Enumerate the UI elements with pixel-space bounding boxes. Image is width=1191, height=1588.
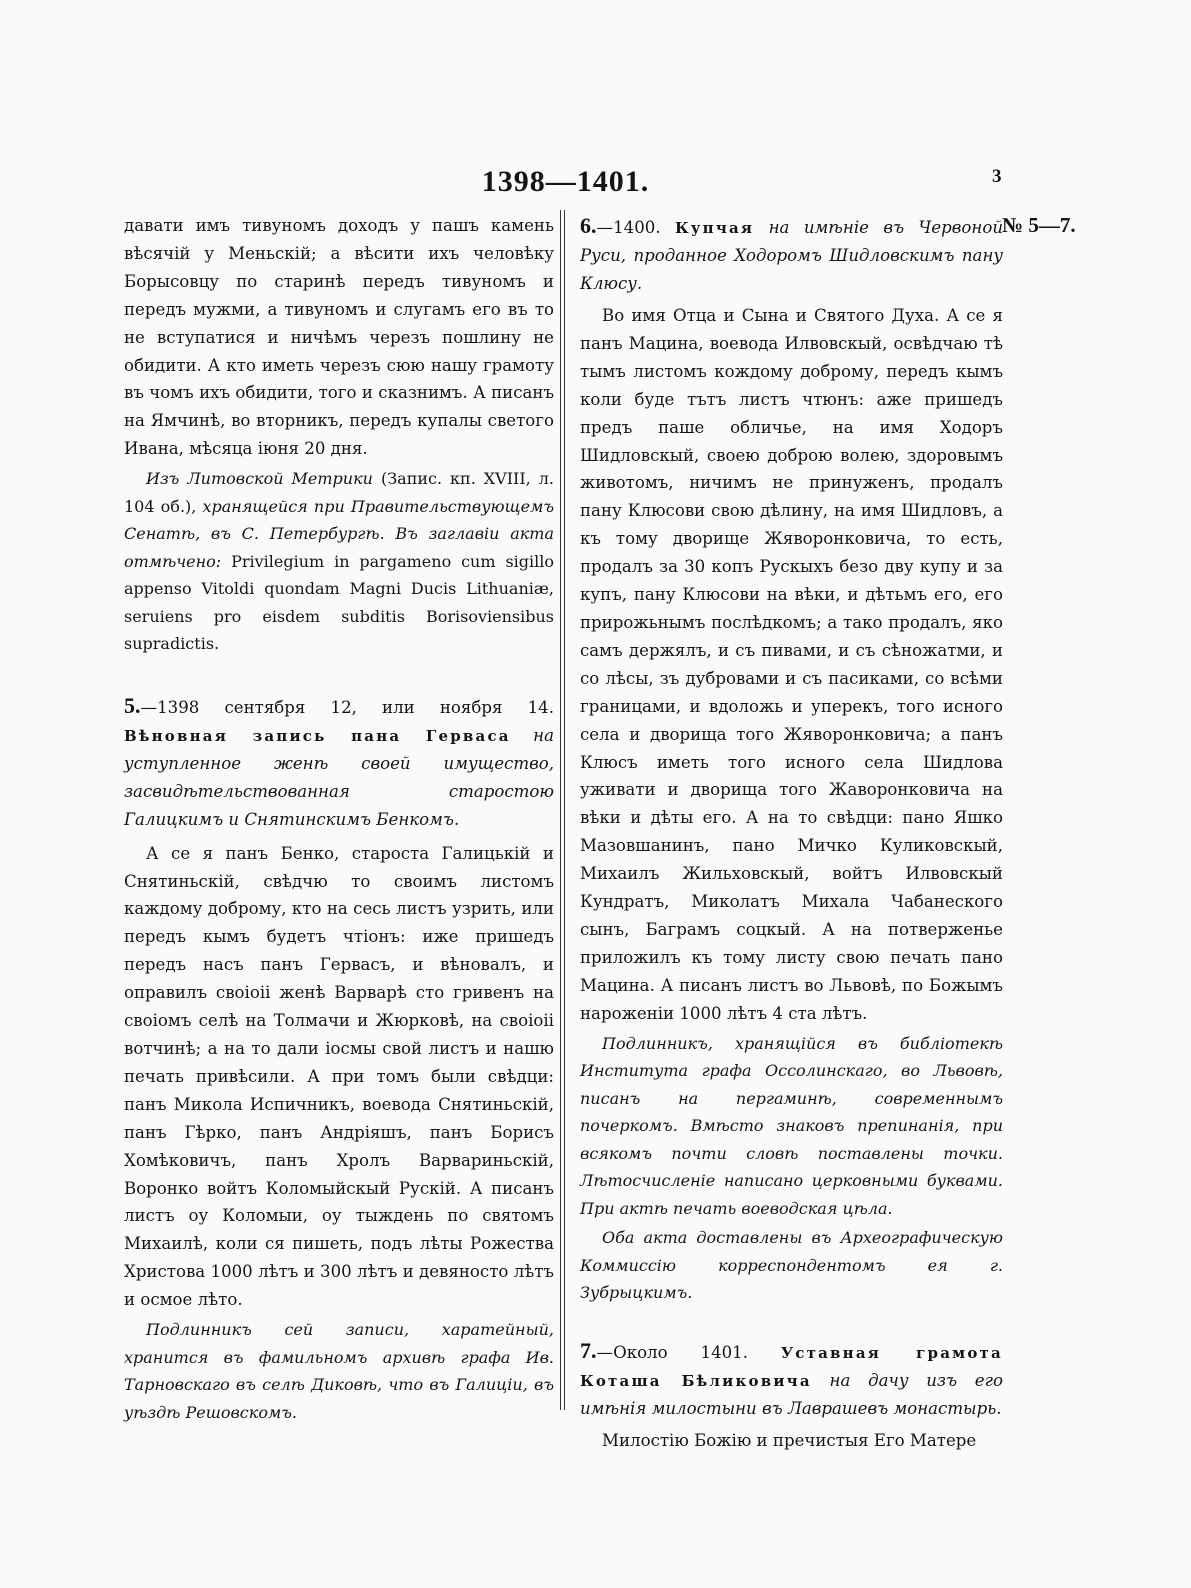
right-column: [580, 212, 1003, 1454]
source-note-4: [124, 465, 554, 658]
continued-text: давати имъ тивуномъ доходъ у пашъ камень вѣсячій у Меньскій; а вѣсити ихъ человѣку Борысовцу по старинѣ передъ тивуномъ и передъ мужми, а тивуномъ и слугамъ его въ то не вступатися и ничѣмъ черезъ пошлину не обидити. А кто иметь черезъ сюю нашу грамоту въ чомъ ихъ обидити, того и сказнимъ. А писанъ на Ямчинѣ, во вторникъ, передъ купалы светого Ивана, мѣсяца іюня 20 дня.: [124, 216, 554, 459]
doc-6-text: Во имя Отца и Сына и Святого Духа. А се я панъ Мацина, воевода Илвовскый, освѣдчаю тѣ тымъ листомъ кождому доброму, передъ кымъ коли буде тътъ листъ чтюнъ: аже пришедъ предъ паше обличье, на имя Ходоръ Шидловскый, своею доброю волею, здоровымъ животомъ, ничимъ не принуженъ, продалъ пану Клюсови свою дѣлину, на имя Шидловъ, а къ тому дворище Жяворонковича, то есть, продалъ за 30 копъ Рускыхъ безо дву купу и за купъ, пану Клюсови на вѣки, и дѣтьмъ его, его прирожьнымъ послѣдкомъ; а тако продалъ, яко самъ держялъ, и съ пивами, и съ сѣножатми, и со лѣсы, зъ дубровами и съ пасиками, со всѣми границами, и вдоложь и уперекъ, того исного села и дворища того Жяворонковича; а панъ Клюсъ иметь того исного села Шидлова уживати и дворища того Жаворонковича на вѣки и дѣты его. А на то свѣдци: пано Яшко Мазовшанинъ, пано Мичко Куликовскый, Михаилъ Жильховскый, войтъ Илвовскый Кундратъ, Миколатъ Михала Чабанеского сынъ, Баграмъ соцкый. А на потверженье приложилъ къ тому листу свою печать пано Мацина. А писанъ листъ во Львовѣ, по Божымъ нароженіи 1000 лѣтъ 4 ста лѣтъ.: [580, 306, 1003, 1023]
doc-7-heading: [580, 1337, 1003, 1423]
source-note-4-italic-1: Изъ Литовской Метрики: [146, 469, 373, 489]
running-header-years: 1398—1401.: [481, 165, 650, 198]
doc-6-title: Купчая: [675, 219, 755, 237]
column-divider: [560, 210, 565, 1410]
source-note-4-plain-1: (Запис. кп. XVIII, л. 104 об.),: [124, 469, 555, 516]
doc-5-date: —1398 сентября 12, или ноября 14.: [140, 697, 554, 717]
doc-6-source-note: Подлинникъ, хранящійся въ библіотекѣ Института графа Оссолинскаго, во Львовѣ, писанъ на пергаминѣ, современнымъ почеркомъ. Вмѣсто знаковъ препинанія, при всякомъ почти словѣ поставлены точки. Лѣтосчисленіе написано церковными буквами. При актѣ печать воеводская цѣла.: [580, 1033, 1003, 1218]
doc-6-delivery-note: Оба акта доставлены въ Археографическую Коммиссію корреспондентомъ ея г. Зубрыцкимъ.: [580, 1228, 1003, 1303]
left-column: [124, 212, 554, 1426]
doc-5-number: 5.: [124, 692, 141, 718]
doc-7-number: 7.: [580, 1337, 597, 1363]
doc-6-date: —1400.: [596, 218, 675, 237]
doc-7-title: Уставная грамота Коташа Бѣликовича: [580, 1343, 1003, 1390]
source-note-4-italic-2: хранящейся при Правительствующемъ Сенатѣ, въ С. Петербургѣ. Въ заглавіи акта отмѣчено:: [124, 496, 554, 571]
doc-5-subtitle: на уступленное женѣ своей имущество, засвидѣтельствованная старостою Галицкимъ и Снятинскимъ Бенкомъ.: [124, 725, 554, 829]
source-note-4-latin: Privilegium in pargameno cum sigillo appenso Vitoldi quondam Magni Ducis Lithuaniæ, seruiens pro eisdem subditis Borisoviensibus supradictis.: [124, 551, 554, 654]
doc-5-source-note: Подлинникъ сей записи, харатейный, хранится въ фамильномъ архивѣ графа Ив. Тарновскаго въ селѣ Диковѣ, что въ Галиціи, въ уѣздѣ Решовскомъ.: [124, 1320, 554, 1422]
doc-6-number: 6.: [580, 213, 597, 238]
doc-7-date: —Около 1401.: [596, 1342, 781, 1362]
doc-5-text: А се я панъ Бенко, староста Галицькій и Снятиньскій, свѣдчю то своимъ листомъ каждому доброму, кто на сесь листъ узрить, или передъ кымъ будетъ чтіонъ: иже пришедъ передъ насъ панъ Гервасъ, и вѣновалъ, и оправилъ своіоіі женѣ Варварѣ сто гривенъ на своіомъ селѣ на Толмачи и Жюрковѣ, на своіоіі вотчинѣ; а на то дали іосмы свой листъ и нашю печать привѣсили. А при томъ были свѣдци: панъ Микола Испичникъ, воевода Снятиньскій, панъ Гѣрко, панъ Андріяшъ, панъ Борисъ Хомѣковичъ, панъ Хролъ Варвариньскій, Воронко войтъ Коломыйскый Рускій. А писанъ листъ оу Коломыи, оу тыждень по святомъ Михаилѣ, коли ся пишеть, подъ лѣты Рожества Христова 1000 лѣтъ и 300 лѣтъ и девяносто лѣтъ и осмое лѣто.: [124, 843, 554, 1310]
doc-5-title: Вѣновная запись пана Герваса: [124, 726, 511, 745]
page-number: 3: [992, 166, 1002, 187]
doc-7-text: Милостію Божію и пречистыя Его Матере: [602, 1430, 977, 1450]
doc-6-heading: [580, 212, 1003, 298]
doc-6-subtitle: на имѣніе въ Червоной Руси, проданное Ходоромъ Шидловскимъ пану Клюсу.: [580, 218, 1004, 293]
margin-reference: № 5—7.: [1002, 213, 1076, 237]
doc-5-heading: [124, 692, 554, 834]
doc-7-subtitle: на дачу изъ его имѣнія милостыни въ Лаврашевъ монастырь.: [580, 1370, 1003, 1418]
